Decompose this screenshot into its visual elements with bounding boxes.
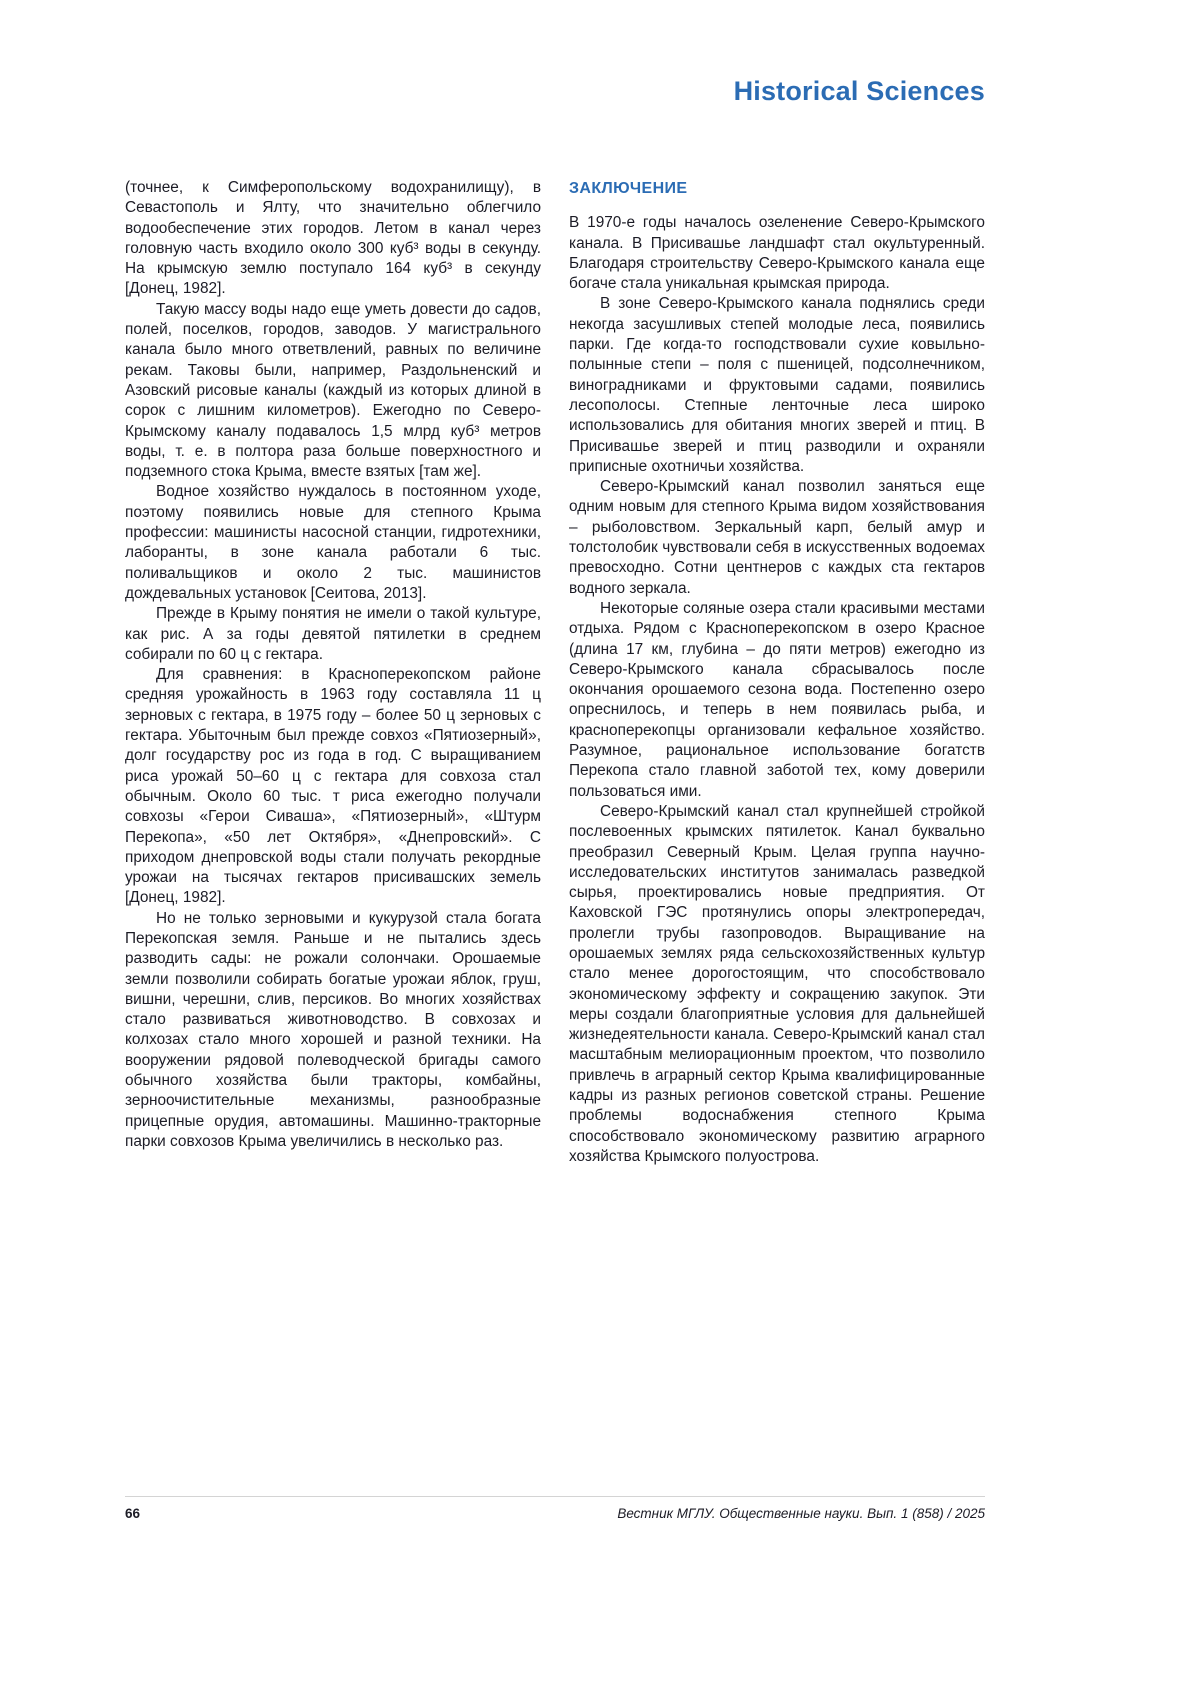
right-column — [569, 178, 985, 1167]
section-heading-conclusion: ЗАКЛЮЧЕНИЕ — [569, 180, 688, 197]
body-paragraph: Такую массу воды надо еще уметь довести до садов, полей, поселков, городов, заводов. У магистрального канала было много ответвлений, равных по величине рекам. Таковы были, например, Раздольненский и Азовский рисовые каналы (каждый из которых длиной в сорок с лишним километров). Ежегодно по Северо-Крымскому каналу подавалось 1,5 млрд куб³ метров воды, т. е. в полтора раза больше поверхностного и подземного стока Крыма, вместе взятых [там же]. — [125, 300, 541, 481]
body-paragraph: (точнее, к Симферопольскому водохранилищу), в Севастополь и Ялту, что значительно облегчило водообеспечение этих городов. Летом в канал через головную часть входило около 300 куб³ воды в секунду. На крымскую землю поступало 164 куб³ в секунду [Донец, 1982]. — [125, 179, 541, 298]
body-paragraph: В 1970-е годы началось озеленение Северо-Крымского канала. В Присивашье ландшафт стал окультуренный. Благодаря строительству Северо-Крымского канала еще богаче стала уникальная крымская природа. — [569, 214, 985, 293]
body-paragraph: Северо-Крымский канал позволил заняться еще одним новым для степного Крыма видом хозяйствования – рыболовством. Зеркальный карп, белый амур и толстолобик чувствовали себя в искусственных водоемах превосходно. Сотни центнеров с каждых ста гектаров водного зеркала. — [569, 478, 985, 597]
running-head-title: Historical Sciences — [733, 76, 985, 106]
page-footer — [125, 1496, 985, 1521]
body-paragraph: Но не только зерновыми и кукурузой стала богата Перекопская земля. Раньше и не пытались здесь разводить сады: не рожали солончаки. Орошаемые земли позволили собирать богатые урожаи яблок, груш, вишни, черешни, слив, персиков. Во многих хозяйствах стало развиваться животноводство. В совхозах и колхозах стало много хорошей и разной техники. На вооружении рядовой полеводческой бригады самого обычного хозяйства были тракторы, комбайны, зерноочистительные механизмы, разнообразные прицепные орудия, автомашины. Машинно-тракторные парки совхозов Крыма увеличились в несколько раз. — [125, 909, 541, 1150]
footer-page-number: 66 — [125, 1506, 141, 1521]
body-paragraph: Прежде в Крыму понятия не имели о такой культуре, как рис. А за годы девятой пятилетки в среднем собирали по 60 ц с гектара. — [125, 605, 541, 663]
footer-journal-title: Вестник МГЛУ. Общественные науки. Вып. 1 (858) / 2025 — [617, 1506, 985, 1521]
left-column — [125, 178, 541, 1167]
body-paragraph: Для сравнения: в Красноперекопском районе средняя урожайность в 1963 году составляла 11 ц зерновых с гектара, в 1975 году – более 50 ц зерновых с гектара. Убыточным был прежде совхоз «Пятиозерный», долг государству рос из года в год. С выращиванием риса урожай 50–60 ц с гектара для совхоза стал обычным. Около 60 тыс. т риса ежегодно получали совхозы «Герои Сиваша», «Пятиозерный», «Штурм Перекопа», «50 лет Октября», «Днепровский». С приходом днепровской воды стали получать рекордные урожаи на тысячах гектаров присивашских земель [Донец, 1982]. — [125, 666, 541, 907]
body-paragraph: Некоторые соляные озера стали красивыми местами отдыха. Рядом с Красноперекопском в озеро Красное (длина 17 км, глубина – до пяти метров) ежегодно из Северо-Крымского канала сбрасывалось после окончания орошаемого сезона вода. Постепенно озеро опреснилось, и теперь в нем появилась рыба, и красноперекопцы организовали кефальное хозяйство. Разумное, рациональное использование богатств Перекопа стало главной заботой тех, кому доверили пользоваться ими. — [569, 599, 985, 800]
body-paragraph: Северо-Крымский канал стал крупнейшей стройкой послевоенных крымских пятилеток. Канал буквально преобразил Северный Крым. Целая группа научно-исследовательских институтов занималась разведкой сырья, проектировались новые предприятия. От Каховской ГЭС протянулись опоры электропередач, пролегли трубы газопроводов. Выращивание на орошаемых землях ряда сельскохозяйственных культур стало менее дорогостоящим, что способствовало экономическому эффекту и сокращению закупок. Эти меры создали благоприятные условия для дальнейшей жизнедеятельности канала. Северо-Крымский канал стал масштабным мелиорационным проектом, что позволило привлечь в аграрный сектор Крыма квалифицированные кадры из разных регионов советской страны. Решение проблемы водоснабжения степного Крыма способствовало экономическому развитию аграрного хозяйства Крымского полуострова. — [569, 802, 985, 1165]
text-columns — [125, 178, 985, 1167]
body-paragraph: Водное хозяйство нуждалось в постоянном уходе, поэтому появились новые для степного Крыма профессии: машинисты насосной станции, гидротехники, лаборанты, в зоне канала работали 6 тыс. поливальщиков и около 2 тыс. машинистов дождевальных установок [Сеитова, 2013]. — [125, 483, 541, 602]
body-paragraph: В зоне Северо-Крымского канала поднялись среди некогда засушливых степей молодые леса, появились парки. Где когда-то господствовали сухие ковыльно-полынные степи – поля с пшеницей, подсолнечником, виноградниками и фруктовыми садами, появились лесополосы. Степные ленточные леса широко использовались для обитания многих зверей и птиц. В Присивашье зверей и птиц разводили и охраняли приписные охотничьи хозяйства. — [569, 295, 985, 475]
